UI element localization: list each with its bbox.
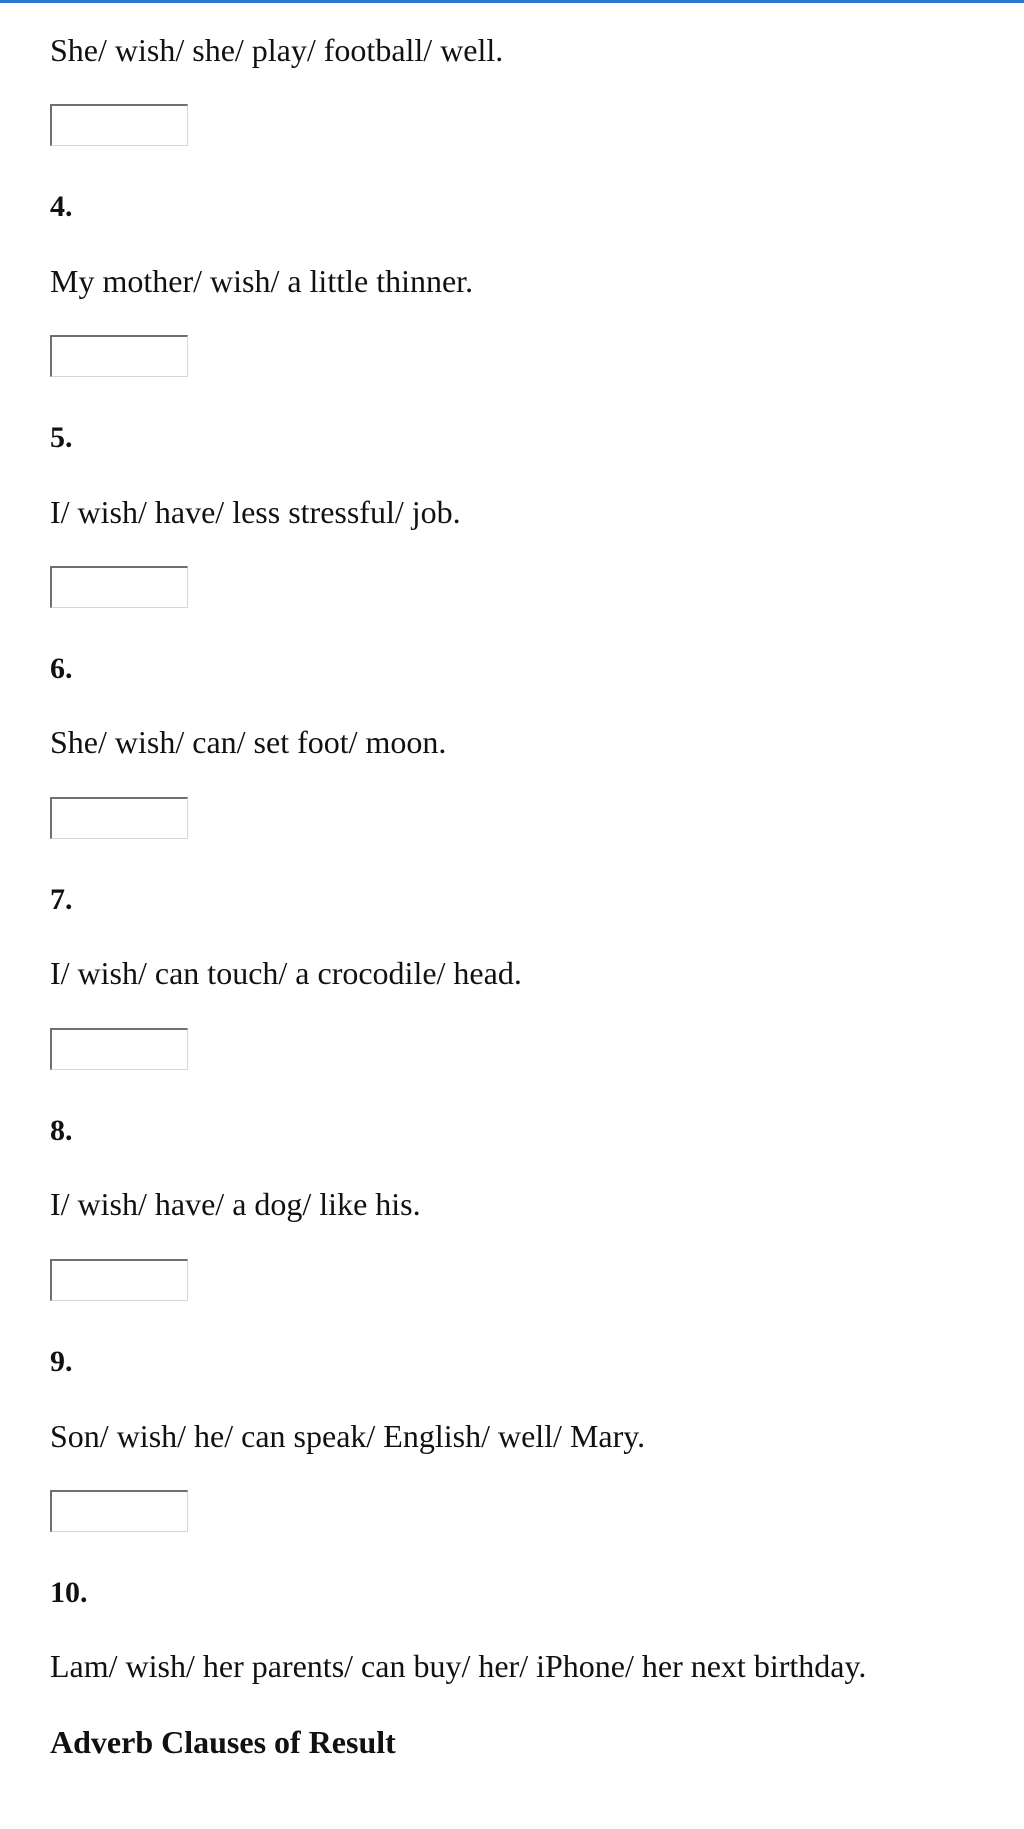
exercise-sentence-5: I/ wish/ have/ less stressful/ job. [50,494,461,530]
exercise-sentence-8: I/ wish/ have/ a dog/ like his. [50,1186,421,1222]
question-number-6: 6. [50,652,73,685]
answer-input-9[interactable] [50,1490,188,1532]
question-number-4: 4. [50,190,73,223]
exercise-sentence-3: She/ wish/ she/ play/ football/ well. [50,32,504,68]
question-number-7: 7. [50,883,73,916]
exercise-sentence-6: She/ wish/ can/ set foot/ moon. [50,724,447,760]
question-number-8: 8. [50,1114,73,1147]
question-number-9: 9. [50,1345,73,1378]
answer-input-3[interactable] [50,104,188,146]
answer-input-6[interactable] [50,797,188,839]
exercise-sentence-9: Son/ wish/ he/ can speak/ English/ well/ Mary. [50,1418,646,1454]
answer-input-8[interactable] [50,1259,188,1301]
top-rule [0,0,1024,3]
answer-input-4[interactable] [50,335,188,377]
section-heading: Adverb Clauses of Result [50,1724,396,1760]
exercise-sentence-4: My mother/ wish/ a little thinner. [50,263,474,299]
answer-input-7[interactable] [50,1028,188,1070]
answer-input-5[interactable] [50,566,188,608]
exercise-sentence-7: I/ wish/ can touch/ a crocodile/ head. [50,955,522,991]
question-number-10: 10. [50,1576,88,1609]
question-number-5: 5. [50,421,73,454]
exercise-sentence-10: Lam/ wish/ her parents/ can buy/ her/ iPhone/ her next birthday. [50,1648,867,1684]
